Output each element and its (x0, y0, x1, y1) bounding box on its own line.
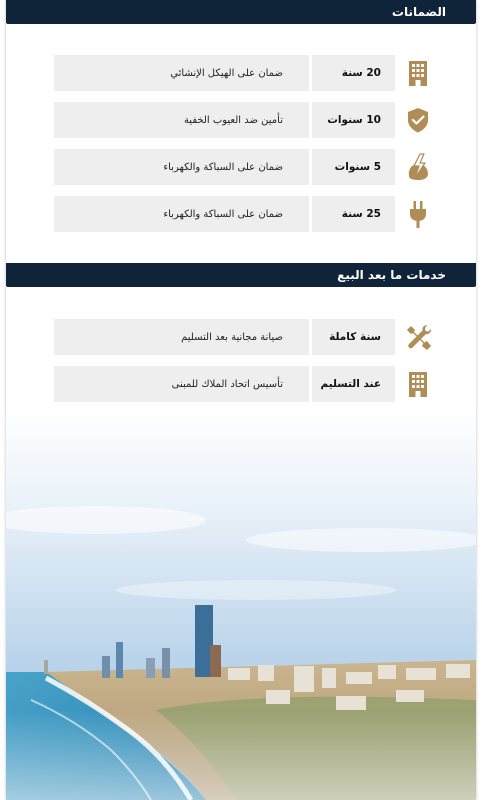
building-icon (395, 366, 441, 402)
guarantee-period: 5 سنوات (309, 149, 395, 185)
guarantee-description: ضمان على السباكة والكهرباء (54, 149, 309, 185)
guarantees-header: الضمانات (6, 0, 476, 24)
service-description: تأسيس اتحاد الملاك للمبنى (54, 366, 309, 402)
service-row (54, 319, 441, 355)
building-icon (395, 55, 441, 91)
shield-check-icon (395, 102, 441, 138)
service-period: سنة كاملة (309, 319, 395, 355)
guarantee-row (54, 196, 441, 232)
tools-icon (395, 319, 441, 355)
service-period: عند التسليم (309, 366, 395, 402)
main-panel (6, 0, 476, 800)
guarantee-description: ضمان على السباكة والكهرباء (54, 196, 309, 232)
lightning-icon (395, 149, 441, 185)
service-row (54, 366, 441, 402)
guarantee-period: 20 سنة (309, 55, 395, 91)
city-skyline-image (6, 410, 476, 800)
guarantee-row (54, 102, 441, 138)
guarantee-period: 25 سنة (309, 196, 395, 232)
guarantee-description: تأمين ضد العيوب الخفية (54, 102, 309, 138)
service-description: صيانة مجانية بعد التسليم (54, 319, 309, 355)
after-sales-header: خدمات ما بعد البيع (6, 263, 476, 287)
guarantee-description: ضمان على الهيكل الإنشائي (54, 55, 309, 91)
guarantee-period: 10 سنوات (309, 102, 395, 138)
guarantee-row (54, 55, 441, 91)
guarantee-row (54, 149, 441, 185)
plug-icon (395, 196, 441, 232)
